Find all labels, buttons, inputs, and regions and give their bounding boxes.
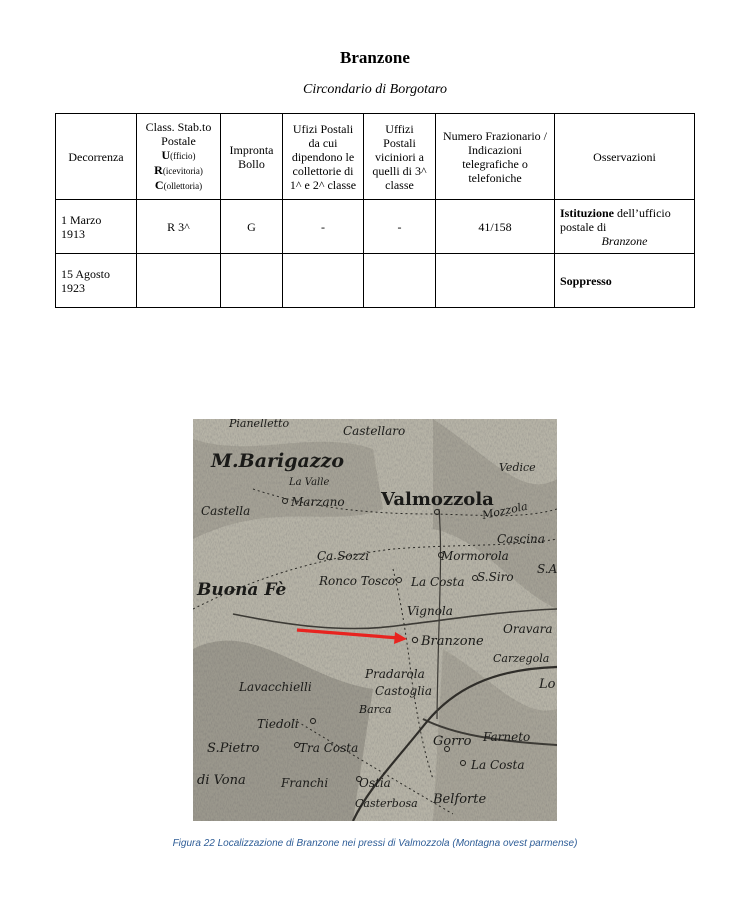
obs-place: Branzone bbox=[601, 233, 648, 248]
map-label: Carzegola bbox=[493, 652, 550, 665]
header-class-r: R bbox=[154, 163, 163, 177]
map-label: Barca bbox=[359, 703, 392, 716]
cell-date bbox=[56, 254, 137, 308]
map-label: S.Siro bbox=[477, 570, 514, 584]
map-label: Franchi bbox=[281, 776, 329, 790]
map-label: Mormorola bbox=[441, 549, 509, 563]
header-class-c-rest: (ollettoria) bbox=[163, 181, 203, 191]
map-label: Buona Fè bbox=[197, 580, 287, 600]
map-label: Pianelletto bbox=[229, 419, 290, 430]
map-svg bbox=[193, 419, 557, 821]
header-impronta: Impronta Bollo bbox=[221, 114, 283, 200]
map-label: Ronco Tosco bbox=[319, 574, 396, 588]
map-label: Casterbosa bbox=[355, 797, 418, 810]
map-label: La Costa bbox=[411, 575, 465, 589]
cell-class bbox=[137, 254, 221, 308]
page-subtitle: Circondario di Borgotaro bbox=[303, 82, 447, 97]
cell-uffizi-dipendenti: - bbox=[283, 200, 364, 254]
cell-osservazioni bbox=[555, 200, 695, 254]
cell-impronta: G bbox=[221, 200, 283, 254]
header-class-r-rest: (icevitoria) bbox=[162, 166, 203, 176]
header-class-title: Class. Stab.to Postale bbox=[145, 120, 212, 148]
cell-osservazioni bbox=[555, 254, 695, 308]
map-label: Castoglia bbox=[375, 684, 433, 698]
map-label: Oravara bbox=[503, 622, 553, 636]
map-label: di Vona bbox=[197, 773, 246, 788]
page-title: Branzone bbox=[340, 48, 410, 67]
postal-register-table bbox=[55, 113, 695, 308]
map-label: Tra Costa bbox=[299, 741, 359, 755]
date-line: 1 Marzo bbox=[61, 212, 102, 227]
map-label: S.A bbox=[537, 562, 557, 576]
map-label: Belforte bbox=[433, 792, 487, 807]
figure-caption: Figura 22 Localizzazione di Branzone nei pressi di Valmozzola (Montagna ovest parmense) bbox=[172, 838, 578, 849]
cell-date bbox=[56, 200, 137, 254]
map-label: Tiedoli bbox=[257, 717, 299, 731]
map-label: Farneto bbox=[483, 730, 531, 744]
date-year: 1913 bbox=[61, 226, 85, 241]
cell-uffizi-dipendenti bbox=[283, 254, 364, 308]
table-row bbox=[56, 200, 695, 254]
map-label: Ca Sozzi bbox=[317, 549, 370, 563]
header-classification bbox=[137, 114, 221, 200]
map-label: Castella bbox=[201, 504, 251, 518]
obs-keyword: Istituzione bbox=[560, 205, 614, 220]
map-label: Castellaro bbox=[343, 424, 406, 438]
header-uffizi-vicini: Uffizi Postali viciniori a quelli di 3^ classe bbox=[364, 114, 436, 200]
table-row bbox=[56, 254, 695, 308]
header-class-c: C bbox=[154, 178, 164, 192]
map-label: Ostia bbox=[359, 776, 391, 790]
map-label: Valmozzola bbox=[381, 489, 494, 510]
cell-numero: 41/158 bbox=[436, 200, 555, 254]
map-label: La Valle bbox=[289, 477, 330, 488]
map-label: Branzone bbox=[421, 634, 484, 649]
cell-class: R 3^ bbox=[137, 200, 221, 254]
cell-impronta bbox=[221, 254, 283, 308]
date-line: 15 Agosto bbox=[61, 266, 111, 281]
map-label: Gorro bbox=[433, 734, 472, 749]
map-label: Pradarola bbox=[365, 667, 425, 681]
cell-uffizi-vicini bbox=[364, 254, 436, 308]
obs-keyword: Soppresso bbox=[560, 273, 612, 288]
date-year: 1923 bbox=[61, 280, 85, 295]
header-class-u: U bbox=[161, 148, 171, 162]
header-uffizi-dipendenti: Ufizi Postali da cui dipendono le collettorie di 1^ e 2^ classe bbox=[283, 114, 364, 200]
obs-text: dell’ufficio postale di bbox=[560, 205, 671, 234]
map-label: Cascina bbox=[497, 532, 545, 546]
map-label: S.Pietro bbox=[207, 741, 260, 756]
map-label: Vignola bbox=[407, 604, 453, 618]
map-label: M.Barigazzo bbox=[211, 450, 345, 472]
table-header-row bbox=[56, 114, 695, 200]
map-label: Lavacchielli bbox=[239, 680, 312, 694]
header-numero: Numero Frazionario / Indicazioni telegrafiche o telefoniche bbox=[436, 114, 555, 200]
historic-map-figure bbox=[193, 419, 557, 821]
header-class-u-rest: (fficio) bbox=[170, 151, 196, 161]
map-label: Vedice bbox=[499, 461, 536, 474]
cell-uffizi-vicini: - bbox=[364, 200, 436, 254]
map-label: Marzano bbox=[291, 495, 345, 509]
header-osservazioni: Osservazioni bbox=[555, 114, 695, 200]
cell-numero bbox=[436, 254, 555, 308]
map-label: Mozzola bbox=[480, 499, 529, 522]
header-decorrenza: Decorrenza bbox=[56, 114, 137, 200]
map-label: Lo bbox=[539, 677, 556, 692]
map-label: La Costa bbox=[471, 758, 525, 772]
